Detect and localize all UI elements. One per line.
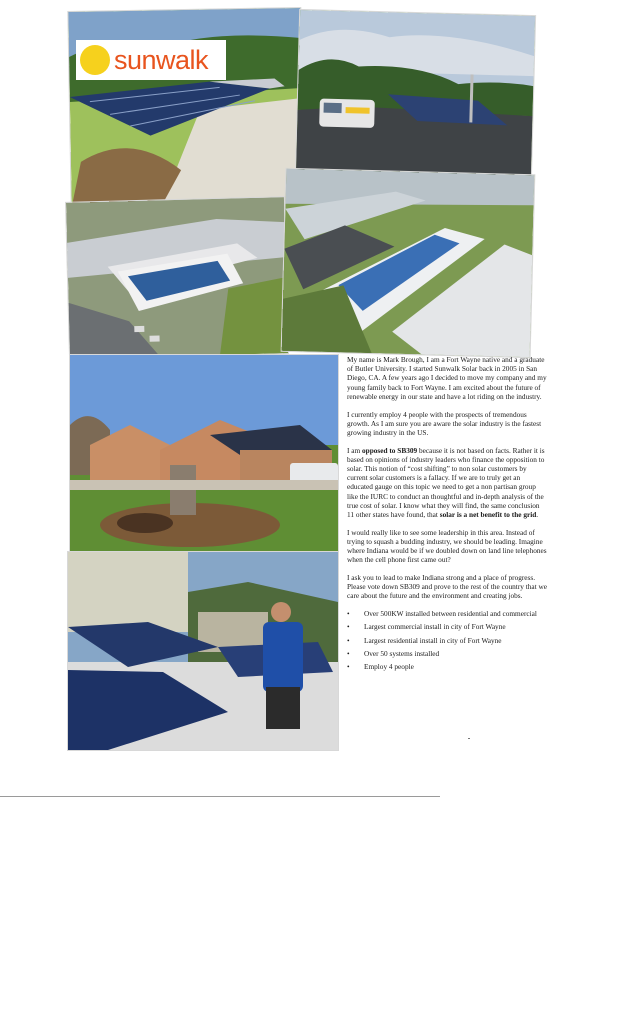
- list-item: • Over 50 systems installed: [347, 649, 547, 658]
- photo-commercial-rooftop-aerial: [66, 197, 288, 359]
- photo-large-rooftop-aerial: [282, 169, 535, 357]
- photo-van-with-array: [296, 10, 535, 181]
- photo-residential-home: [70, 355, 338, 555]
- letter-closing-paragraph: I ask you to lead to make Indiana strong and a place of progress. Please vote down SB309 and prove to the rest of the country that we care about the future and the environment and creating jobs.: [347, 573, 548, 601]
- sunwalk-logo: [76, 40, 226, 80]
- scan-speck: [468, 738, 470, 739]
- scan-divider-line: [0, 796, 440, 797]
- letter-leadership-paragraph: I would really like to see some leadership in this area. Instead of trying to squash a budding industry, we should be leading. Imagine where Indiana would be if we doubled down on land line telephones when the cell phone first came out?: [347, 527, 547, 565]
- logo-wordmark: sunwalk: [114, 44, 209, 75]
- sun-icon: [80, 45, 110, 75]
- photo-man-with-panels: [68, 552, 338, 750]
- letter-employees-paragraph: I currently employ 4 people with the prospects of tremendous growth. As I am sure you are aware the solar industry is the fastest growing industry in the US.: [347, 409, 542, 437]
- accomplishments-list: [347, 609, 547, 671]
- list-item: • Largest commercial install in city of Fort Wayne: [347, 622, 547, 631]
- letter-intro-paragraph: My name is Mark Brough, I am a Fort Wayne native and a graduate of Butler University. I started Sunwalk Solar back in 2005 in San Diego, CA. A few years ago I decided to move my company and my young family back to Fort Wayne. I am excited about the future of renewable energy in our state and have a lot riding on the industry.: [347, 355, 547, 401]
- letter-body: [347, 355, 547, 675]
- list-item: • Employ 4 people: [347, 662, 547, 671]
- list-item: • Over 500KW installed between residential and commercial: [347, 609, 547, 618]
- letter-opposition-paragraph: I am opposed to SB309 because it is not based on facts. Rather it is based on opinions of industry leaders who finance the opposition to solar. This notion of “cost shifting” to non solar customers by current solar customers is a fallacy. If we are to truly get an educated gauge on this topic we need to get a non partisan group like the IURC to conduct an thoughtful and in-depth analysis of the true cost of solar. I know what they will find, the same conclusion 11 other states have found, that solar is a net benefit to the grid.: [347, 445, 545, 520]
- net-benefit-emphasis: solar is a net benefit to the grid: [439, 510, 537, 520]
- list-item: • Largest residential install in city of Fort Wayne: [347, 636, 547, 645]
- photo-ground-mount-array: [68, 8, 303, 207]
- opposed-emphasis: opposed to SB309: [362, 445, 418, 455]
